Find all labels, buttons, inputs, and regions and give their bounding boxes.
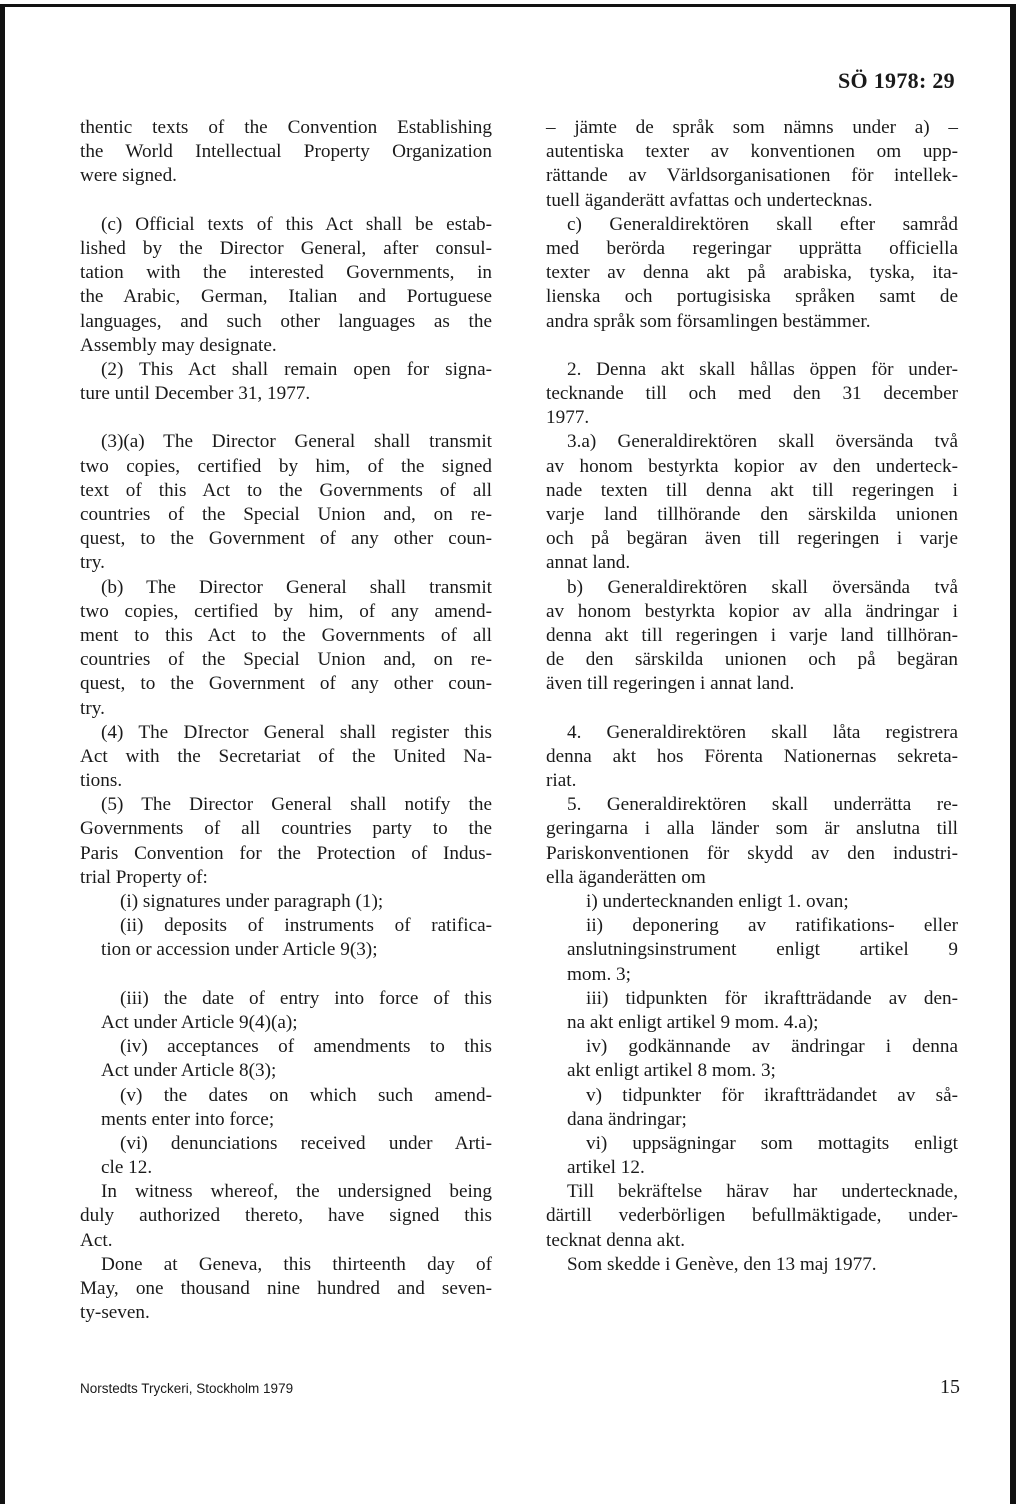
text-line: were signed. (80, 165, 177, 187)
scan-border-left (0, 4, 5, 1504)
text-line: 5. Generaldirektören skall underrätta re- (567, 794, 958, 816)
text-line: andra språk som församlingen bestämmer. (546, 310, 871, 332)
text-line: lished by the Director General, after consul- (80, 237, 492, 259)
text-line: ella äganderätten om (546, 866, 706, 888)
text-line: Act. (80, 1229, 113, 1251)
text-line: c) Generaldirektören skall efter samråd (567, 213, 958, 235)
text-line: Act with the Secretariat of the United Na- (80, 745, 492, 767)
paragraph-gap (80, 963, 492, 987)
text-line: (v) the dates on which such amend- (120, 1084, 492, 1106)
text-line: i) undertecknanden enligt 1. ovan; (586, 891, 849, 912)
text-line: 3.a) Generaldirektören skall översända två (567, 431, 958, 453)
text-line: (c) Official texts of this Act shall be estab- (101, 213, 492, 235)
text-line: denna akt till regeringen i varje land tillhöran- (546, 624, 958, 646)
text-line: (5) The Director General shall notify the (101, 794, 492, 816)
text-line: 4. Generaldirektören skall låta registrera (567, 721, 958, 743)
text-line: (i) signatures under paragraph (1); (120, 891, 384, 912)
text-line: text of this Act to the Governments of all (80, 479, 492, 501)
text-line: akt enligt artikel 8 mom. 3; (567, 1060, 776, 1082)
text-line: lienska och portugisiska språken samt de (546, 286, 958, 308)
text-line: languages, and such other languages as the (80, 310, 492, 332)
text-line: (3)(a) The Director General shall transmit (101, 431, 492, 453)
text-line: try. (80, 552, 105, 574)
text-line: two copies, certified by him, of any amend- (80, 600, 492, 622)
text-line: med berörda regeringar upprätta officiella (546, 237, 958, 259)
text-line: b) Generaldirektören skall översända två (567, 576, 958, 598)
text-line: Governments of all countries party to the (80, 818, 492, 840)
text-line: anslutningsinstrument enligt artikel 9 (567, 939, 958, 961)
text-line: 1977. (546, 407, 590, 429)
text-line: May, one thousand nine hundred and seven- (80, 1278, 492, 1299)
english-text-column (80, 116, 492, 1325)
paragraph-gap (80, 189, 492, 213)
text-line: geringarna i alla länder som är anslutna till (546, 818, 958, 840)
text-line: 2. Denna akt skall hållas öppen för under- (567, 358, 958, 380)
text-line: tion or accession under Article 9(3); (101, 939, 378, 961)
text-line: v) tidpunkter för ikraftträdandet av så- (586, 1084, 958, 1106)
text-line: ment to this Act to the Governments of all (80, 624, 492, 646)
text-line: artikel 12. (567, 1157, 645, 1179)
text-line: (b) The Director General shall transmit (101, 576, 492, 598)
text-line: the World Intellectual Property Organization (80, 141, 492, 163)
text-line: vi) uppsägningar som mottagits enligt (586, 1132, 958, 1154)
text-line: In witness whereof, the undersigned being (101, 1181, 492, 1203)
text-line: – jämte de språk som nämns under a) – (546, 117, 958, 138)
document-reference: SÖ 1978: 29 (838, 68, 955, 93)
text-line: och på begäran även till regeringen i varje (546, 528, 958, 550)
text-line: trial Property of: (80, 866, 208, 888)
text-line: annat land. (546, 552, 631, 574)
text-line: countries of the Special Union and, on re- (80, 504, 492, 525)
text-line: countries of the Special Union and, on re- (80, 649, 492, 671)
text-line: tecknat denna akt. (546, 1229, 686, 1251)
text-line: ii) deponering av ratifikations- eller (586, 915, 958, 937)
scan-border-right (1010, 4, 1016, 1504)
text-line: de den särskilda unionen och på begäran (546, 649, 958, 671)
text-line: tions. (80, 770, 123, 792)
text-line: iii) tidpunkten för ikraftträdande av den- (586, 987, 958, 1009)
text-line: (iii) the date of entry into force of this (120, 987, 492, 1009)
text-line: tation with the interested Governments, in (80, 262, 492, 284)
paragraph-gap (80, 406, 492, 430)
text-line: Act under Article 9(4)(a); (101, 1011, 298, 1033)
scan-border-top (4, 4, 1016, 7)
text-line: ture until December 31, 1977. (80, 383, 311, 405)
text-line: try. (80, 697, 105, 719)
page-number: 15 (940, 1376, 960, 1398)
text-line: texter av denna akt på arabiska, tyska, ita- (546, 262, 958, 284)
text-line: the Arabic, German, Italian and Portuguese (80, 286, 492, 308)
text-line: Som skedde i Genève, den 13 maj 1977. (567, 1253, 877, 1275)
text-line: ments enter into force; (101, 1108, 275, 1130)
text-line: Assembly may designate. (80, 334, 277, 356)
text-line: ty-seven. (80, 1302, 150, 1324)
text-line: Done at Geneva, this thirteenth day of (101, 1253, 492, 1275)
text-line: tecknande till och med den 31 december (546, 383, 958, 405)
text-line: nade texten till denna akt till regeringen i (546, 479, 958, 501)
text-line: även till regeringen i annat land. (546, 673, 795, 695)
text-line: varje land tillhörande den särskilda unionen (546, 504, 958, 525)
text-line: (ii) deposits of instruments of ratifica- (120, 915, 492, 937)
text-line: mom. 3; (567, 963, 631, 985)
text-line: Till bekräftelse härav har undertecknade, (567, 1181, 958, 1203)
text-line: Act under Article 8(3); (101, 1060, 277, 1082)
swedish-text-column (546, 116, 958, 1277)
text-line: (2) This Act shall remain open for signa- (101, 358, 492, 380)
paragraph-gap (546, 334, 958, 358)
text-line: tuell äganderätt avfattas och undertecknas. (546, 189, 873, 211)
text-line: (vi) denunciations received under Arti- (120, 1132, 492, 1154)
text-line: autentiska texter av konventionen om upp- (546, 141, 958, 163)
text-line: quest, to the Government of any other coun- (80, 673, 492, 695)
text-line: dana ändringar; (567, 1108, 687, 1130)
text-line: riat. (546, 770, 577, 792)
text-line: av honom bestyrkta kopior av den underteck- (546, 455, 958, 477)
text-line: (4) The DIrector General shall register this (101, 721, 492, 743)
text-line: därtill vederbörligen befullmäktigade, under- (546, 1205, 958, 1227)
text-line: duly authorized thereto, have signed this (80, 1205, 492, 1227)
text-line: av honom bestyrkta kopior av alla ändringar i (546, 600, 958, 622)
text-line: cle 12. (101, 1157, 153, 1179)
paragraph-gap (546, 697, 958, 721)
text-line: iv) godkännande av ändringar i denna (586, 1036, 958, 1058)
text-line: (iv) acceptances of amendments to this (120, 1036, 492, 1058)
text-line: Pariskonventionen för skydd av den industri- (546, 842, 958, 864)
printer-imprint: Norstedts Tryckeri, Stockholm 1979 (80, 1381, 294, 1396)
text-line: na akt enligt artikel 9 mom. 4.a); (567, 1011, 819, 1033)
text-line: thentic texts of the Convention Establishing (80, 117, 492, 138)
text-line: Paris Convention for the Protection of Indus- (80, 842, 492, 864)
text-line: two copies, certified by him, of the signed (80, 455, 492, 477)
text-line: denna akt hos Förenta Nationernas sekreta- (546, 745, 958, 767)
text-line: quest, to the Government of any other coun- (80, 528, 492, 550)
text-line: rättande av Världsorganisationen för intellek- (546, 165, 958, 187)
